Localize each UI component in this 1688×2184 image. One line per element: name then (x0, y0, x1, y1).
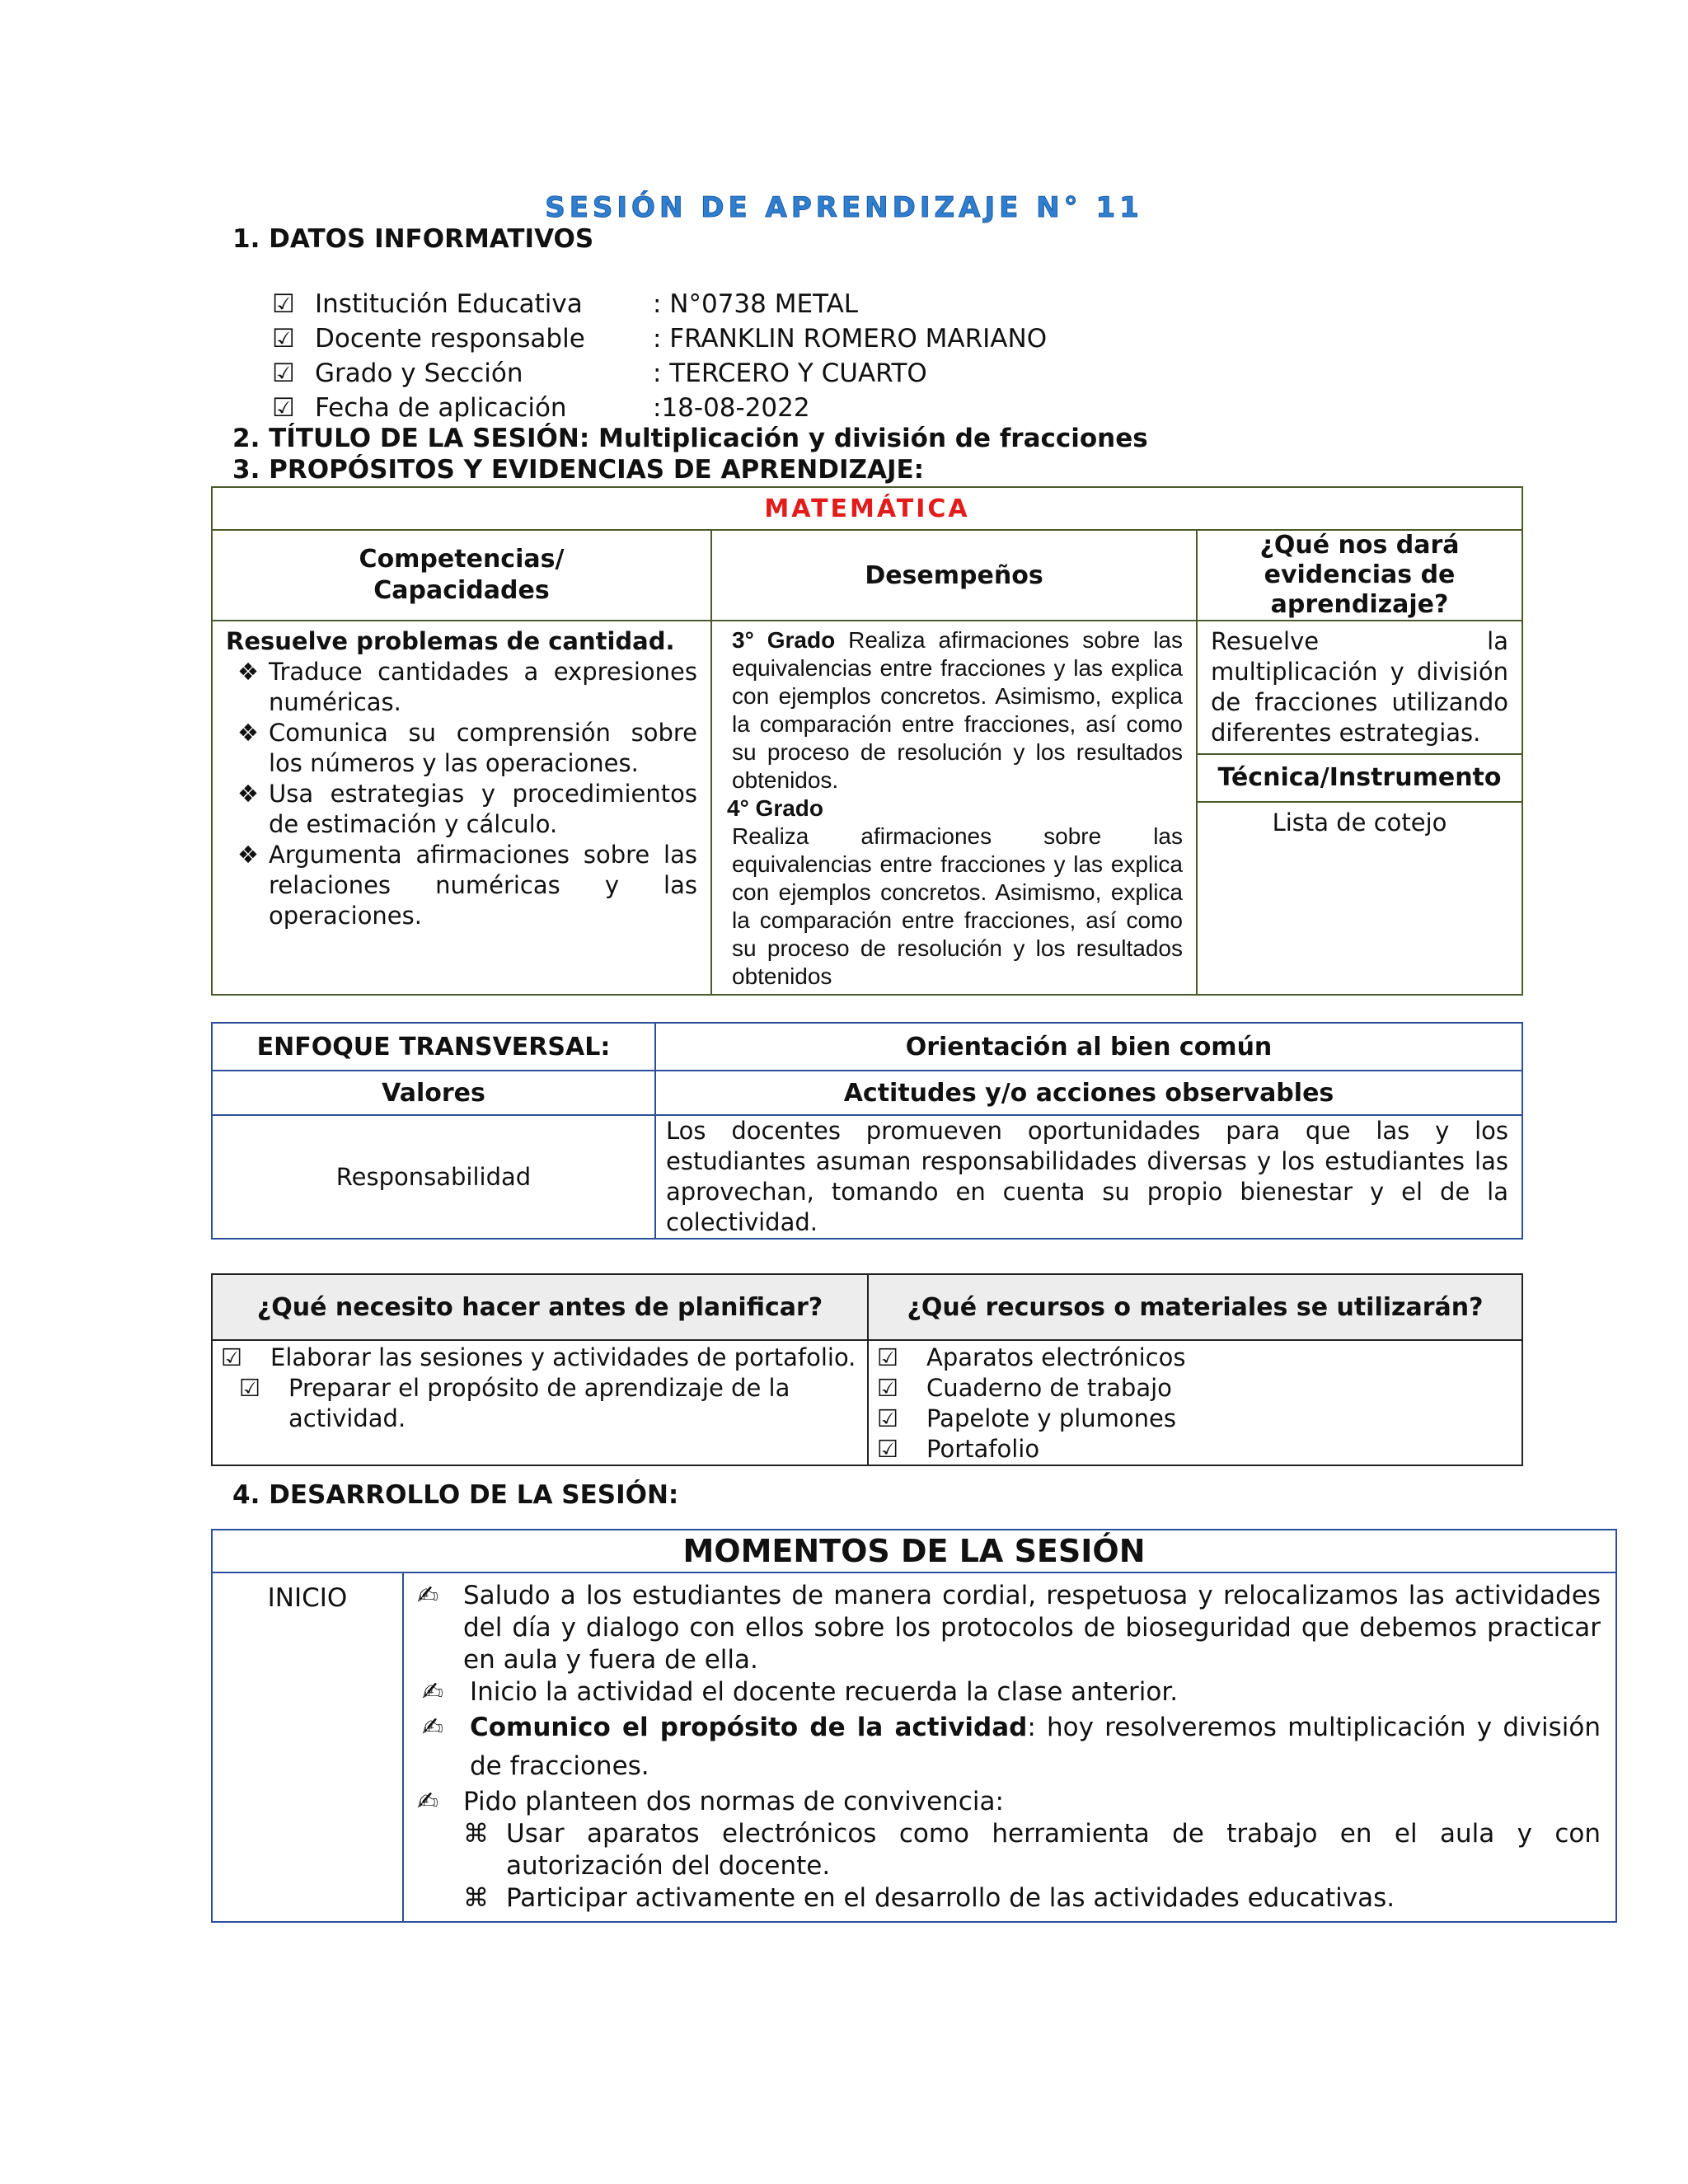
section-datos-informativos: 1. DATOS INFORMATIVOS (232, 224, 594, 254)
diamond-bullet-icon: ❖ (237, 780, 259, 808)
list-item: ✍ Comunico el propósito de la actividad: hoy resolveremos multiplicación y división de fracciones. (404, 1708, 1601, 1786)
list-item: ✍ Inicio la actividad el docente recuerda la clase anterior. (422, 1677, 1179, 1707)
tecnica-value: Lista de cotejo (1272, 808, 1447, 837)
section-desarrollo: 4. DESARROLLO DE LA SESIÓN: (232, 1480, 679, 1510)
checkbox-icon: ☑ (272, 359, 295, 388)
grado3-block: 3° Grado Realiza afirmaciones sobre las equivalencias entre fracciones y las explica con ejemplos concretos. Asimismo, explica la comparación entre fracciones, así como su proceso de resolución y los resultados obtenidos. (732, 627, 1184, 793)
list-item: ✍ Pido planteen dos normas de convivencia: (417, 1787, 1004, 1816)
checkbox-icon: ☑ (272, 324, 295, 354)
evidencias-header: ¿Qué nos dará evidencias de aprendizaje? (1197, 530, 1522, 621)
list-item: ☑ Portafolio (877, 1435, 1040, 1463)
competencia-title: Resuelve problemas de cantidad. (226, 627, 675, 655)
checkbox-icon: ☑ (239, 1374, 260, 1402)
pen-icon: ✍ (422, 1713, 443, 1742)
inicio-cell: INICIO (212, 1572, 403, 1922)
valores-header: Valores (212, 1071, 655, 1115)
list-item: ❖ Traduce cantidades a expresiones numéricas. (237, 658, 697, 716)
list-item: ✍ Saludo a los estudiantes de manera cordial, respetuosa y relocalizamos las actividades del día y dialogo con ellos sobre los protocolos de bioseguridad que debemos practicar en aula y fuera de ella. (417, 1581, 1601, 1675)
enfoque-value: Orientación al bien común (655, 1023, 1522, 1071)
tecnica-header: Técnica/Instrumento (1198, 753, 1522, 803)
list-item: ☑ Elaborar las sesiones y actividades de portafolio. (221, 1343, 856, 1371)
grado3-label: 3° Grado (732, 627, 836, 653)
list-item: ⌘ Participar activamente en el desarrollo de las actividades educativas. (463, 1883, 1395, 1913)
antes-cell (212, 1340, 868, 1465)
planificar-table (211, 1273, 1523, 1466)
grado4-label: 4° Grado (727, 795, 824, 821)
diamond-bullet-icon: ❖ (237, 719, 259, 747)
section-titulo: 2. TÍTULO DE LA SESIÓN: Multiplicación y división de fracciones (232, 424, 1148, 453)
page-title: SESIÓN DE APRENDIZAJE N° 11 (545, 191, 1143, 224)
enfoque-label: ENFOQUE TRANSVERSAL: (212, 1023, 655, 1071)
actitudes-header: Actitudes y/o acciones observables (655, 1071, 1522, 1115)
diamond-bullet-icon: ❖ (237, 658, 259, 686)
propositos-table (211, 486, 1523, 996)
antes-header: ¿Qué necesito hacer antes de planificar? (212, 1274, 868, 1340)
session-topic: Multiplicación y división de fracciones (598, 424, 1148, 453)
checkbox-icon: ☑ (272, 289, 295, 319)
checkbox-icon: ☑ (877, 1435, 898, 1463)
pen-icon: ✍ (417, 1787, 438, 1816)
momentos-header: MOMENTOS DE LA SESIÓN (212, 1530, 1616, 1572)
star-bullet-icon: ⌘ (463, 1819, 489, 1849)
checkbox-icon: ☑ (272, 393, 295, 423)
datos-row: ☑ Fecha de aplicación :18-08-2022 (272, 391, 1047, 425)
recursos-header: ¿Qué recursos o materiales se utilizarán? (868, 1274, 1522, 1340)
list-item: ⌘ Usar aparatos electrónicos como herramienta de trabajo en el aula y con autorización del docente. (463, 1819, 1601, 1881)
desempenos-header: Desempeños (711, 530, 1197, 621)
capacidades-list (226, 657, 697, 931)
checkbox-icon: ☑ (877, 1374, 898, 1402)
pen-icon: ✍ (422, 1677, 443, 1707)
datos-row: ☑ Grado y Sección : TERCERO Y CUARTO (272, 356, 1047, 391)
checkbox-icon: ☑ (877, 1343, 898, 1371)
datos-list (272, 287, 1047, 425)
competencias-header: Competencias/ Capacidades (212, 530, 711, 621)
list-item: ☑ Aparatos electrónicos (877, 1343, 1186, 1371)
datos-row: ☑ Docente responsable : FRANKLIN ROMERO MARIANO (272, 321, 1047, 356)
list-item: ☑ Papelote y plumones (877, 1404, 1176, 1432)
star-bullet-icon: ⌘ (463, 1883, 489, 1913)
competencias-cell (212, 621, 711, 995)
actitud-cell: Los docentes promueven oportunidades para que las y los estudiantes asuman responsabilidades diversas y los estudiantes las aprovechan, tomando en cuenta su propio bienestar y el de la colectividad. (655, 1115, 1522, 1239)
list-item: ☑ Cuaderno de trabajo (877, 1374, 1172, 1402)
grado4-block: Realiza afirmaciones sobre las equivalencias entre fracciones y las explica con ejemplos concretos. Asimismo, explica la comparación entre fracciones, así como su proceso de resolución y los resultados obtenidos (732, 823, 1183, 989)
diamond-bullet-icon: ❖ (237, 841, 259, 869)
evidencia-text: Resuelve la multiplicación y división de fracciones utilizando diferentes estrategias. (1211, 627, 1508, 747)
momentos-table (211, 1529, 1617, 1923)
datos-row: ☑ Institución Educativa : N°0738 METAL (272, 287, 1047, 321)
list-item: ☑ Preparar el propósito de aprendizaje de la actividad. (239, 1374, 790, 1432)
evidencias-cell (1197, 621, 1522, 995)
checkbox-icon: ☑ (221, 1343, 242, 1371)
pen-icon: ✍ (417, 1581, 438, 1610)
list-item: ❖ Comunica su comprensión sobre los números y las operaciones. (237, 719, 697, 777)
desempenos-cell (711, 621, 1197, 995)
inicio-content (403, 1572, 1616, 1922)
checkbox-icon: ☑ (877, 1404, 898, 1432)
recursos-cell (868, 1340, 1522, 1465)
valor-cell: Responsabilidad (212, 1115, 655, 1239)
section-propositos: 3. PROPÓSITOS Y EVIDENCIAS DE APRENDIZAJE: (232, 455, 925, 485)
list-item: ❖ Usa estrategias y procedimientos de estimación y cálculo. (237, 780, 697, 838)
list-item: ❖ Argumenta afirmaciones sobre las relaciones numéricas y las operaciones. (237, 841, 697, 930)
enfoque-table (211, 1022, 1523, 1240)
area-header: MATEMÁTICA (212, 487, 1522, 530)
